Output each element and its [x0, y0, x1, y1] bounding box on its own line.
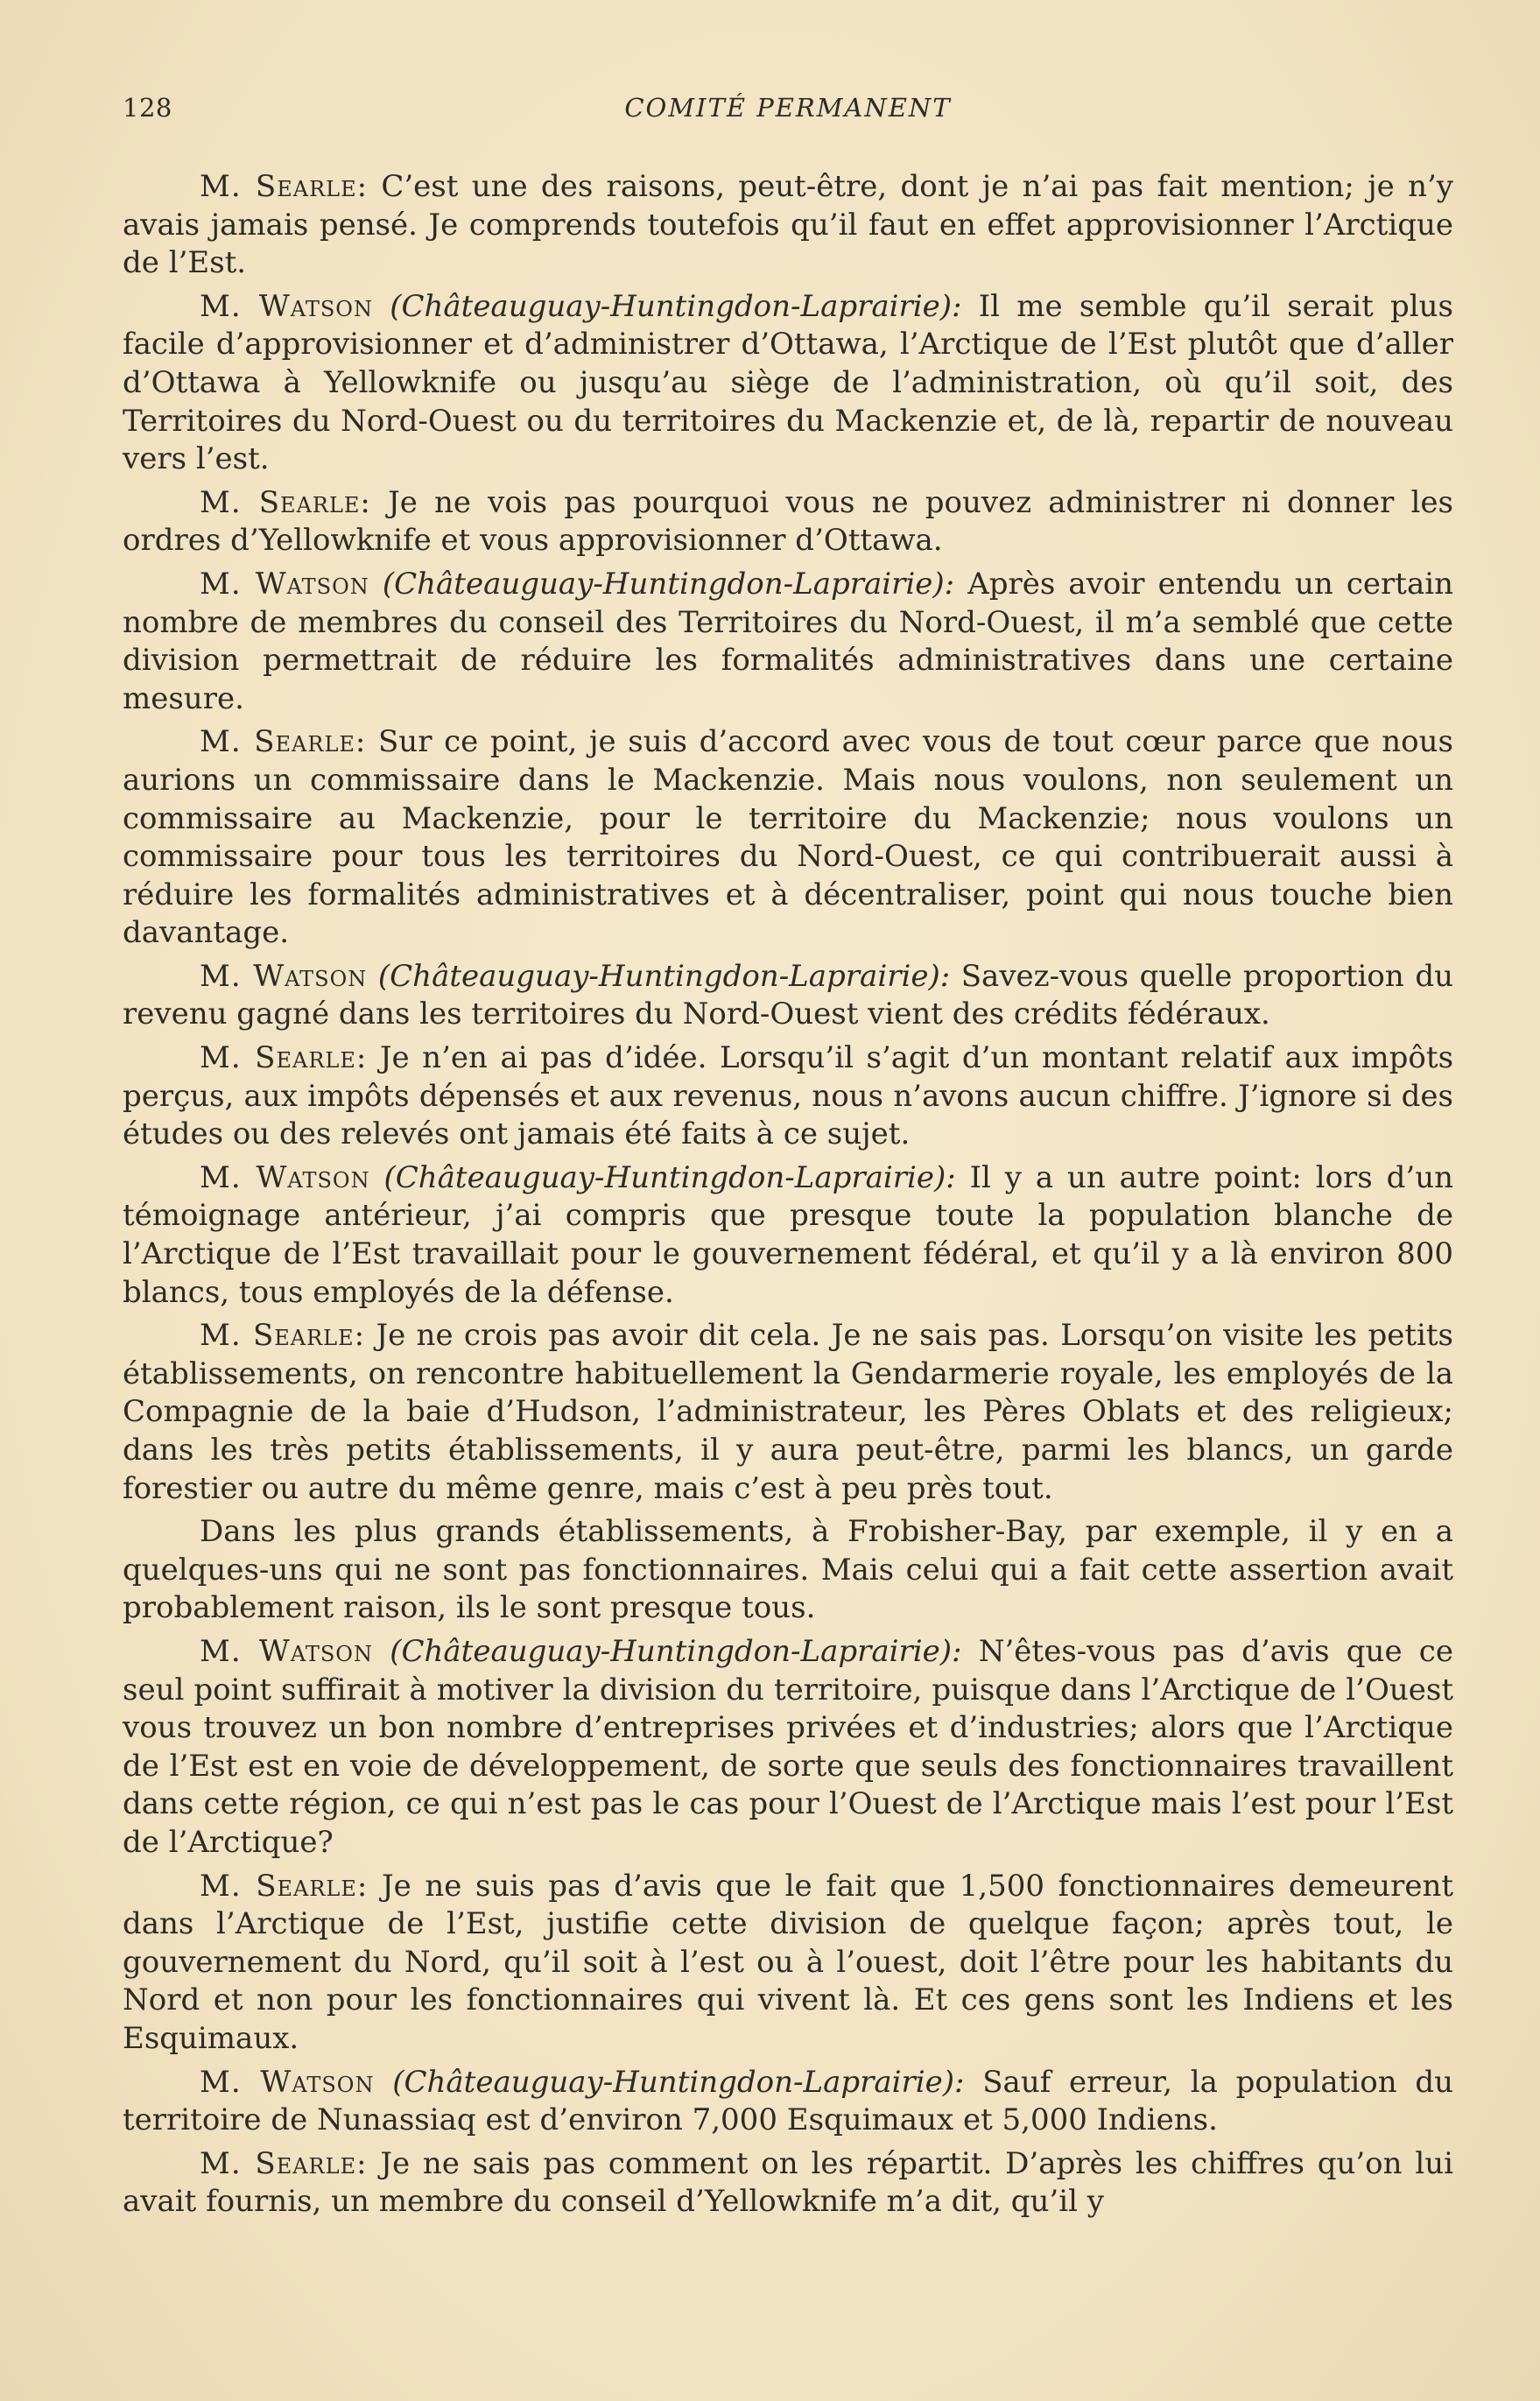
paragraph: [123, 1513, 1453, 1628]
speaker-name: M. Watson: [200, 1159, 370, 1195]
paragraph: [123, 1039, 1453, 1154]
paragraph: [123, 1868, 1453, 2059]
paragraph-text: Je ne suis pas d’avis que le fait que 1,500 fonctionnaires demeurent dans l’Arctique de l’Est, justifie cette division de quelque façon; après tout, le gouvernement du Nord, qu’il soit à l’est ou à l’ouest, doit l’être pour les habitants du Nord et non pour les fonctionnaires qui vivent là. Et ces gens sont les Indiens et les Esquimaux.: [123, 1868, 1454, 2056]
speaker-name: M. Watson: [200, 2064, 375, 2100]
speaker-riding: (Châteauguay-Huntingdon-Laprairie):: [392, 2064, 965, 2100]
paragraph: [123, 2145, 1453, 2221]
speaker-name: M. Searle:: [200, 1868, 369, 1904]
speaker-name: M. Searle:: [200, 2145, 368, 2181]
speaker-riding: (Châteauguay-Huntingdon-Laprairie):: [383, 1159, 956, 1195]
paragraph: [123, 958, 1453, 1034]
paragraph-text: Sur ce point, je suis d’accord avec vous de tout cœur parce que nous aurions un commissaire dans le Mackenzie. Mais nous voulons, non seulement un commissaire au Mackenzie, pour le territoire du Mackenzie; nous voulons un commissaire pour tous les territoires du Nord-Ouest, ce qui contribuerait aussi à réduire les formalités administratives et à décentraliser, point qui nous touche bien davantage.: [123, 724, 1454, 951]
paragraph: [123, 1317, 1453, 1508]
paragraph-text: Sauf erreur, la population du territoire de Nunassiaq est d’environ 7,000 Esquimaux et 5,000 Indiens.: [123, 2064, 1453, 2138]
paragraph: [123, 1159, 1453, 1312]
paragraph-text: N’êtes-vous pas d’avis que ce seul point suffirait à motiver la division du territoire, puisque dans l’Arctique de l’Ouest vous trouvez un bon nombre d’entreprises privées et d’industries; alors que l’Arctique de l’Est est en voie de développement, de sorte que seuls des fonctionnaires travaillent dans cette région, ce qui n’est pas le cas pour l’Ouest de l’Arctique mais l’est pour l’Est de l’Arctique?: [123, 1633, 1453, 1860]
speaker-riding: (Châteauguay-Huntingdon-Laprairie):: [382, 566, 955, 602]
paragraph: [123, 168, 1453, 283]
page-number: 128: [123, 93, 172, 123]
paragraph-text: Dans les plus grands établissements, à Frobisher-Bay, par exemple, il y en a quelques-uns qui ne sont pas fonctionnaires. Mais celui qui a fait cette assertion avait probablement raison, ils le sont presque tous.: [123, 1514, 1453, 1626]
paragraph-text: Je n’en ai pas d’idée. Lorsqu’il s’agit d’un montant relatif aux impôts perçus, aux impôts dépensés et aux revenus, nous n’avons aucun chiffre. J’ignore si des études ou des relevés ont jamais été faits à ce sujet.: [123, 1040, 1454, 1152]
speaker-name: M. Searle:: [200, 484, 371, 520]
paragraph-text: Je ne sais pas comment on les répartit. D’après les chiffres qu’on lui avait fournis, un membre du conseil d’Yellowknife m’a dit, qu’il y: [123, 2145, 1453, 2220]
paragraph: [123, 566, 1453, 718]
paragraph-text: Il me semble qu’il serait plus facile d’approvisionner et d’administrer d’Ottawa, l’Arctique de l’Est plutôt que d’aller d’Ottawa à Yellowknife ou jusqu’au siège de l’administration, où qu’il soit, des Territoires du Nord-Ouest ou du territoires du Mackenzie et, de là, repartir de nouveau vers l’est.: [123, 288, 1453, 477]
paragraph-text: Savez-vous quelle proportion du revenu gagné dans les territoires du Nord-Ouest vient des crédits fédéraux.: [123, 958, 1454, 1032]
speaker-name: M. Watson: [200, 288, 373, 324]
page-body: [123, 168, 1453, 2227]
speaker-riding: (Châteauguay-Huntingdon-Laprairie):: [390, 288, 962, 324]
speaker-riding: (Châteauguay-Huntingdon-Laprairie):: [390, 1633, 962, 1669]
speaker-name: M. Searle:: [200, 724, 367, 760]
paragraph: [123, 288, 1453, 479]
running-title: COMITÉ PERMANENT: [624, 93, 952, 123]
page-header: [123, 93, 1453, 128]
paragraph-text: Je ne crois pas avoir dit cela. Je ne sais pas. Lorsqu’on visite les petits établissements, on rencontre habituellement la Gendarmerie royale, les employés de la Compagnie de la baie d’Hudson, l’administrateur, les Pères Oblats et des religieux; dans les très petits établissements, il y aura peut-être, parmi les blancs, un garde forestier ou autre du même genre, mais c’est à peu près tout.: [123, 1318, 1453, 1506]
speaker-name: M. Watson: [200, 958, 368, 994]
paragraph-text: Il y a un autre point: lors d’un témoignage antérieur, j’ai compris que presque toute la population blanche de l’Arctique de l’Est travaillait pour le gouvernement fédéral, et qu’il y a là environ 800 blancs, tous employés de la défense.: [123, 1159, 1453, 1310]
paragraph: [123, 484, 1453, 560]
speaker-name: M. Searle:: [200, 1318, 366, 1354]
paragraph: [123, 1633, 1453, 1862]
paragraph: [123, 723, 1453, 953]
speaker-name: M. Watson: [200, 1633, 373, 1669]
paragraph-text: Je ne vois pas pourquoi vous ne pouvez administrer ni donner les ordres d’Yellowknife et vous approvisionner d’Ottawa.: [123, 484, 1453, 559]
paragraph: [123, 2064, 1453, 2140]
paragraph-text: C’est une des raisons, peut-être, dont je n’ai pas fait mention; je n’y avais jamais pensé. Je comprends toutefois qu’il faut en effet approvisionner l’Arctique de l’Est.: [123, 169, 1453, 281]
speaker-riding: (Châteauguay-Huntingdon-Laprairie):: [377, 958, 951, 994]
paragraph-text: Après avoir entendu un certain nombre de membres du conseil des Territoires du Nord-Ouest, il m’a semblé que cette division permettrait de réduire les formalités administratives dans une certaine mesure.: [123, 566, 1453, 716]
speaker-name: M. Searle:: [200, 1040, 368, 1076]
speaker-name: M. Searle:: [200, 169, 369, 204]
speaker-name: M. Watson: [200, 566, 369, 602]
